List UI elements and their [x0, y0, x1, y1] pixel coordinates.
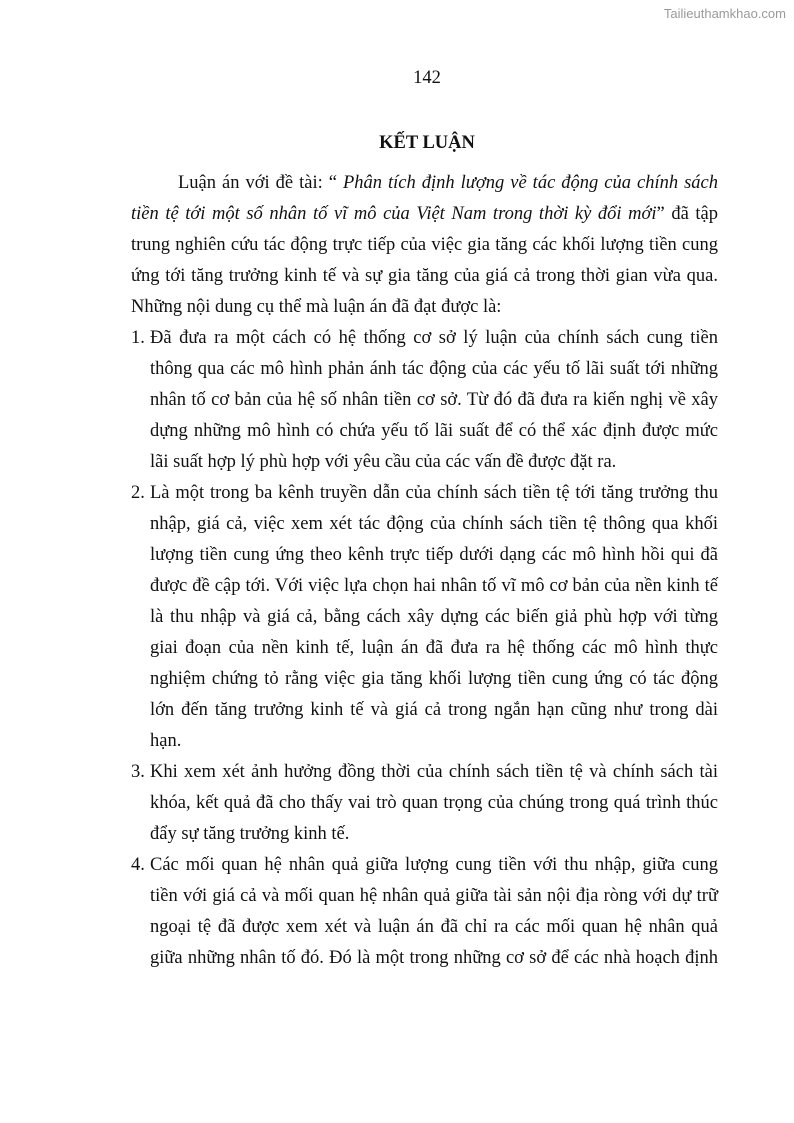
line-text: hạn. — [150, 731, 182, 751]
text-line: trung nghiên cứu tác động trực tiếp của việc gia tăng các khối lượng tiền cung — [131, 235, 718, 255]
thesis-title-part: tiền tệ tới một số nhân tố vĩ mô của Việt Nam trong thời kỳ đổi mới — [131, 204, 657, 224]
text-line — [131, 757, 718, 788]
text-line — [131, 416, 718, 447]
text-line — [131, 881, 718, 912]
text-line — [131, 199, 718, 230]
text-line: Những nội dung cụ thể mà luận án đã đạt được là: — [131, 297, 502, 317]
line-text: nghiệm chứng tỏ rằng việc gia tăng khối lượng tiền cung ứng có tác động — [150, 669, 718, 689]
text-line — [131, 943, 718, 974]
text-line — [131, 540, 718, 571]
list-number: 2. — [131, 483, 145, 503]
line-text: nhân tố cơ bản của hệ số nhân tiền cơ sở. Từ đó đã đưa ra kiến nghị về xây — [150, 390, 718, 410]
document-body — [131, 168, 718, 974]
line-text: khóa, kết quả đã cho thấy vai trò quan trọng của chúng trong quá trình thúc — [150, 793, 718, 813]
text-line — [131, 633, 718, 664]
text-line — [131, 354, 718, 385]
line-text: là thu nhập và giá cả, bằng cách xây dựng các biến giả phù hợp với từng — [150, 607, 718, 627]
text-line — [131, 726, 718, 757]
thesis-title-part: Phân tích định lượng về tác động của chính sách — [342, 173, 719, 193]
line-text: đẩy sự tăng trưởng kinh tế. — [150, 824, 350, 844]
list-number: 1. — [131, 328, 145, 348]
text-line — [131, 912, 718, 943]
text-line — [131, 168, 718, 199]
text-line: ứng tới tăng trưởng kinh tế và sự gia tăng của giá cả trong thời gian vừa qua. — [131, 266, 718, 286]
text-line — [131, 602, 718, 633]
text-line — [131, 695, 718, 726]
line-text: nhập, giá cả, việc xem xét tác động của chính sách tiền tệ thông qua khối — [150, 514, 718, 534]
list-number: 4. — [131, 855, 145, 875]
intro-text: ” đã tập — [656, 204, 718, 224]
text-line — [131, 819, 718, 850]
page-number: 142 — [413, 68, 441, 88]
list-item — [131, 757, 718, 850]
line-text: giai đoạn của nền kinh tế, luận án đã đưa ra hệ thống các mô hình thực — [150, 638, 718, 658]
list-item — [131, 478, 718, 757]
text-line — [131, 447, 718, 478]
line-text: Khi xem xét ảnh hưởng đồng thời của chính sách tiền tệ và chính sách tài — [150, 762, 718, 782]
text-line — [131, 385, 718, 416]
text-line — [131, 788, 718, 819]
intro-text: Luận án với đề tài: “ — [178, 173, 343, 193]
watermark: Tailieuthamkhao.com — [663, 6, 786, 21]
line-text: Là một trong ba kênh truyền dẫn của chính sách tiền tệ tới tăng trưởng thu — [150, 483, 718, 503]
line-text: thông qua các mô hình phản ánh tác động của các yếu tố lãi suất tới những — [150, 359, 718, 379]
list-item — [131, 850, 718, 974]
text-line — [131, 664, 718, 695]
line-text: Các mối quan hệ nhân quả giữa lượng cung tiền với thu nhập, giữa cung — [150, 855, 718, 875]
page-title: KẾT LUẬN — [379, 133, 475, 153]
text-line — [131, 571, 718, 602]
line-text: tiền với giá cả và mối quan hệ nhân quả giữa tài sản nội địa ròng với dự trữ — [150, 886, 718, 906]
line-text: lớn đến tăng trưởng kinh tế và giá cả trong ngắn hạn cũng như trong dài — [150, 700, 718, 720]
line-text: lượng tiền cung ứng theo kênh trực tiếp dưới dạng các mô hình hồi qui đã — [150, 545, 718, 565]
line-text: được đề cập tới. Với việc lựa chọn hai nhân tố vĩ mô cơ bản của nền kinh tế — [150, 576, 718, 596]
line-text: lãi suất hợp lý phù hợp với yêu cầu của các vấn đề được đặt ra. — [150, 452, 617, 472]
text-line — [131, 509, 718, 540]
text-line — [131, 478, 718, 509]
intro-paragraph — [131, 168, 718, 323]
line-text: ngoại tệ đã được xem xét và luận án đã chỉ ra các mối quan hệ nhân quả — [150, 917, 718, 937]
line-text: giữa những nhân tố đó. Đó là một trong những cơ sở để các nhà hoạch định — [150, 948, 718, 968]
line-text: Đã đưa ra một cách có hệ thống cơ sở lý luận của chính sách cung tiền — [150, 328, 718, 348]
list-item — [131, 323, 718, 478]
text-line — [131, 850, 718, 881]
list-number: 3. — [131, 762, 145, 782]
line-text: dựng những mô hình có chứa yếu tố lãi suất để có thể xác định được mức — [150, 421, 718, 441]
text-line — [131, 323, 718, 354]
